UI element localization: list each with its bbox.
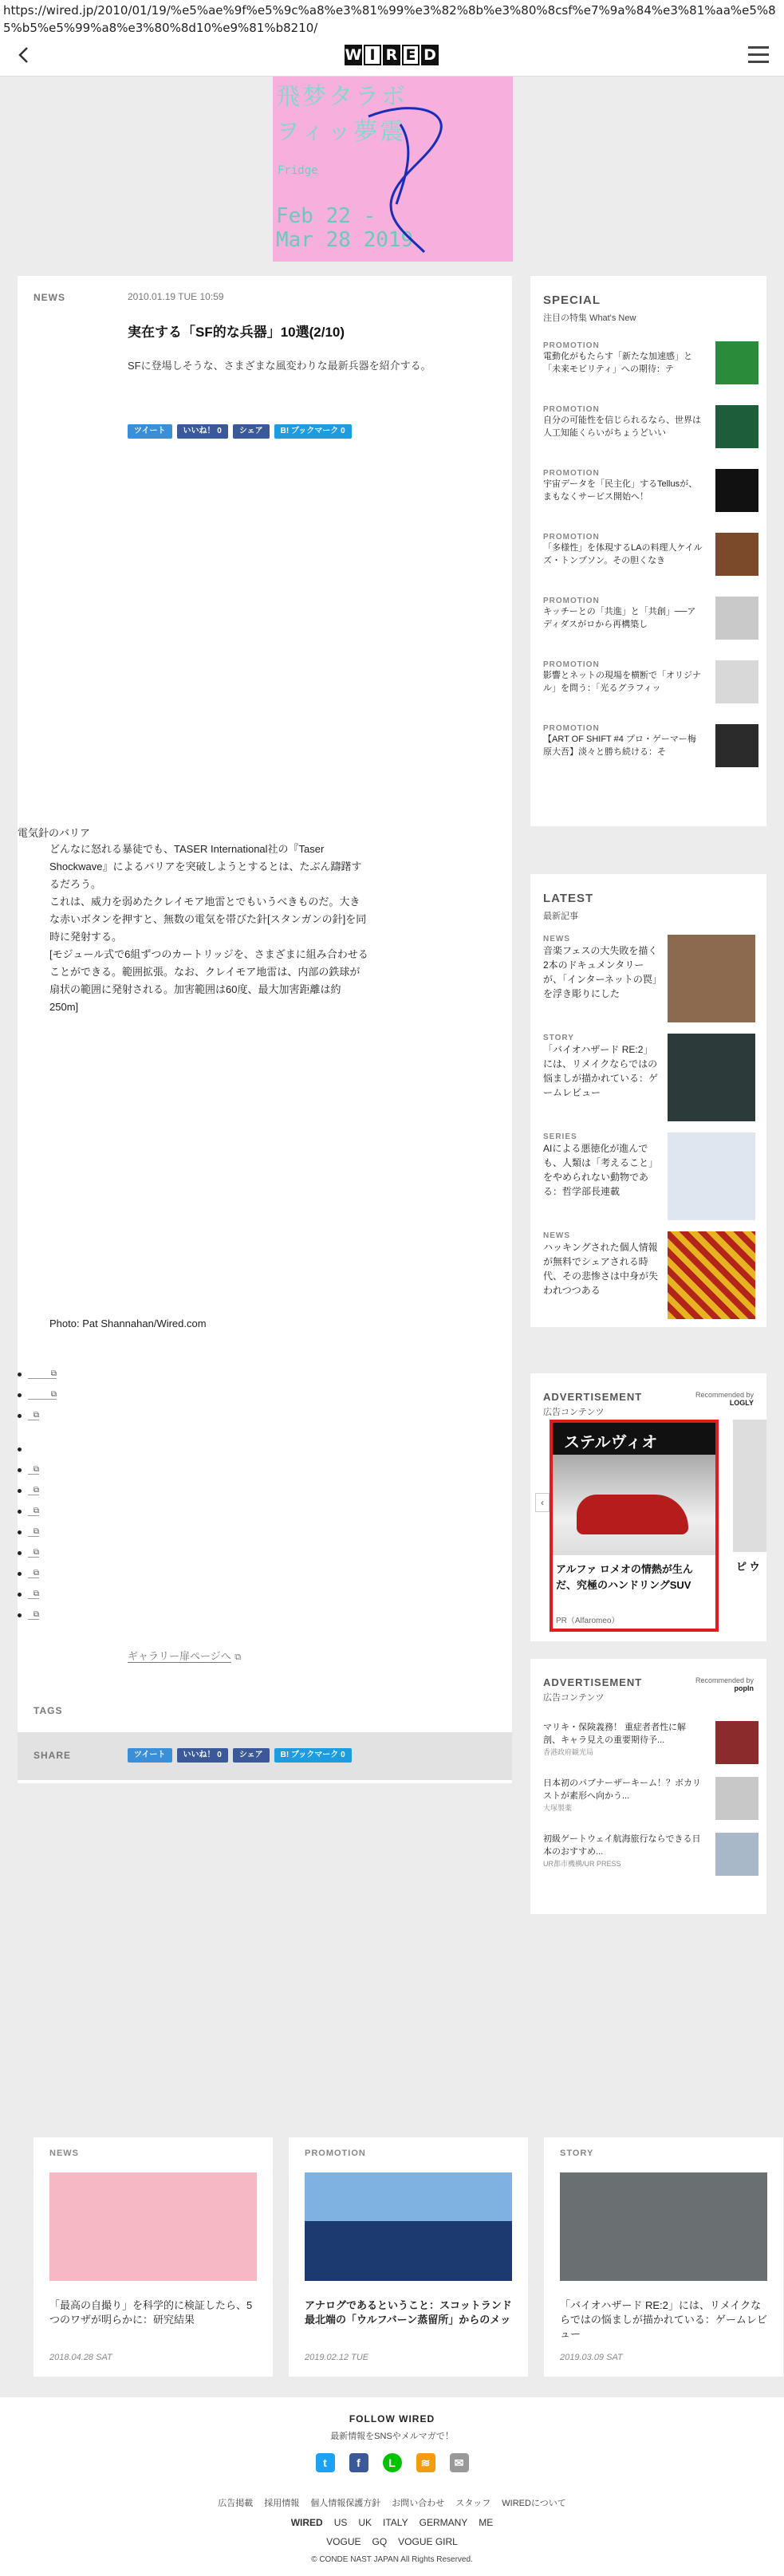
promo-category: PROMOTION xyxy=(543,724,600,733)
related-category: NEWS xyxy=(49,2149,79,2158)
logo-letter: W xyxy=(345,46,362,64)
promo-thumbnail xyxy=(715,660,758,703)
share-label: SHARE xyxy=(33,1750,72,1761)
footer-link[interactable]: 採用情報 xyxy=(264,2499,300,2508)
latest-thumbnail xyxy=(668,1231,755,1319)
list-item xyxy=(18,1439,57,1459)
scribble-graphic xyxy=(360,100,456,260)
list-item[interactable]: ⧉ xyxy=(18,1459,57,1480)
gallery-link-text[interactable]: ギャラリー扉ページへ xyxy=(128,1650,231,1662)
ad-card[interactable] xyxy=(550,1420,719,1632)
ad2-subtitle: 広告コンテンツ xyxy=(543,1693,605,1703)
share-buttons-top xyxy=(128,424,352,439)
follow-title: FOLLOW WIRED xyxy=(349,2413,435,2424)
list-item[interactable]: ⧉ xyxy=(18,1480,57,1501)
edition-link[interactable]: US xyxy=(333,2517,348,2528)
ad2-thumbnail xyxy=(715,1721,758,1764)
latest-text: 「バイオハザード RE:2」には、リメイクならではの悩ましが描かれている：ゲームレビュー xyxy=(543,1044,659,1098)
banner-line: 飛梦タラボ xyxy=(276,83,408,111)
mail-icon[interactable]: ✉ xyxy=(450,2453,469,2472)
promo-text: 「多様性」を体現するLAの料理人ケイルズ・トンプソン。その胆くなき xyxy=(543,543,703,565)
category-label: NEWS xyxy=(33,292,65,303)
tweet-button[interactable]: ツイート xyxy=(128,424,172,439)
promo-text: キッチーとの「共進」と「共創」──アディダスがロから再構築し xyxy=(543,607,696,629)
sns-links xyxy=(0,2453,784,2472)
promo-thumbnail xyxy=(715,533,758,576)
promo-category: PROMOTION xyxy=(543,533,600,542)
ad-card-text: アルファ ロメオの情熱が生んだ、究極のハンドリングSUV xyxy=(556,1563,693,1591)
ad2-thumbnail xyxy=(715,1833,758,1876)
logo-letter: I xyxy=(364,45,381,65)
article-lead: SFに登場しそうな、さまざまな風変わりな最新兵器を紹介する。 xyxy=(128,360,431,372)
site-footer xyxy=(0,2397,784,2576)
hatena-bookmark-button[interactable]: B! ブックマーク 0 xyxy=(274,424,352,439)
latest-thumbnail xyxy=(668,1132,755,1220)
promo-item[interactable] xyxy=(543,469,758,520)
latest-thumbnail xyxy=(668,1034,755,1121)
latest-category: STORY xyxy=(543,1034,574,1042)
latest-thumbnail xyxy=(668,935,755,1022)
latest-category: NEWS xyxy=(543,935,570,943)
promo-item[interactable] xyxy=(543,724,758,775)
footer-links xyxy=(0,2496,784,2509)
related-card[interactable] xyxy=(33,2137,273,2377)
promo-thumbnail xyxy=(715,405,758,448)
external-link-icon: ⧉ xyxy=(234,1652,242,1662)
banner-dates: Feb 22 - Mar 28 2019 xyxy=(276,204,414,252)
latest-text: ハッキングされた個人情報が無料でシェアされる時代、その悲惨さは中身が失われつつある xyxy=(543,1242,659,1296)
promo-thumbnail xyxy=(715,469,758,512)
advertisement-panel-2 xyxy=(530,1659,766,1914)
like-button[interactable]: いいね！ 0 xyxy=(177,424,228,439)
logo-letter: D xyxy=(421,45,439,65)
related-title: アナログであるということ：スコットランド最北端の「ウルフバーン蒸留所」からのメッ xyxy=(305,2299,512,2326)
latest-item[interactable] xyxy=(543,1034,758,1129)
logo-letter: R xyxy=(383,45,400,65)
latest-item[interactable] xyxy=(543,1132,758,1228)
edition-link[interactable]: WIRED xyxy=(290,2517,323,2528)
related-category: STORY xyxy=(560,2149,594,2158)
promo-category: PROMOTION xyxy=(543,660,600,669)
edition-link[interactable]: GERMANY xyxy=(419,2517,468,2528)
promo-thumbnail xyxy=(715,724,758,767)
latest-category: NEWS xyxy=(543,1231,570,1240)
facebook-icon[interactable]: f xyxy=(349,2453,368,2472)
ad2-item[interactable]: 初級ゲートウェイ航海旅行ならできる日本のおすすめ... UR都市機構/UR PRESS xyxy=(543,1833,758,1884)
body-paragraph: これは、威力を弱めたクレイモア地雷とでもいうべきものだ。大きな赤いボタンを押すと、無数の電気を帯びた針[スタンガンの針]を同時に発射する。 xyxy=(49,896,367,943)
special-panel xyxy=(530,276,766,826)
promo-text: 【ART OF SHIFT #4 プロ・ゲーマー梅原大吾】淡々と勝ち続ける：そ xyxy=(543,735,696,757)
list-item[interactable]: ⧉ xyxy=(18,1584,57,1605)
promo-item[interactable] xyxy=(543,405,758,456)
latest-title: LATEST xyxy=(543,892,594,905)
ad-card-pr: PR（Alfaromeo） xyxy=(556,1617,620,1625)
promo-category: PROMOTION xyxy=(543,469,600,478)
facebook-share-button[interactable]: シェア xyxy=(233,424,270,439)
related-card[interactable] xyxy=(289,2137,528,2377)
address-bar[interactable]: https://wired.jp/2010/01/19/%e5%ae%9f%e5%9c%a8%e3%81%99%e3%82%8b%e3%80%8csf%e7%9a%84%e3%81%aa%e5%85%b5%e5%99%a8%e3%80%8d10%e9%81%b8210/ xyxy=(0,0,784,41)
related-title: 「バイオハザード RE:2」には、リメイクならではの悩ましが描かれている：ゲームレビュー xyxy=(560,2299,767,2340)
ad2-thumbnail xyxy=(715,1777,758,1820)
promo-text: 自分の可能性を信じられるなら、世界は人工知能くらいがちょうどいい xyxy=(543,416,701,438)
promo-category: PROMOTION xyxy=(543,597,600,605)
like-button[interactable]: いいね！ 0 xyxy=(177,1748,228,1763)
promo-text: 電動化がもたらす「新たな加速感」と「未来モビリティ」への期待：テ xyxy=(543,352,692,374)
related-date: 2019.03.09 SAT xyxy=(560,2353,623,2362)
related-category: PROMOTION xyxy=(305,2149,366,2158)
list-item[interactable]: ⧉ xyxy=(18,1501,57,1522)
edition-link[interactable]: ME xyxy=(479,2517,494,2528)
related-card[interactable] xyxy=(544,2137,783,2377)
list-item[interactable]: ⧉ xyxy=(18,1563,57,1584)
sister-link[interactable]: GQ xyxy=(372,2536,388,2547)
tweet-button[interactable]: ツイート xyxy=(128,1748,172,1763)
photo-credit: Photo: Pat Shannahan/Wired.com xyxy=(49,1318,207,1329)
latest-subtitle: 最新記事 xyxy=(543,912,578,921)
promo-item[interactable] xyxy=(543,341,758,392)
special-title: SPECIAL xyxy=(543,293,601,307)
footer-link[interactable]: お問い合わせ xyxy=(392,2499,445,2508)
banner-line: ヲィッ夢震 xyxy=(276,118,407,146)
ad-card-peek[interactable]: ピ ウ xyxy=(733,1420,766,1632)
ad2-text: マリキ・保険義務！ 重症者者性に解剖、キャラ見えの重要期待予... xyxy=(543,1723,687,1745)
copyright: © CONDE NAST JAPAN All Rights Reserved. xyxy=(311,2555,473,2564)
back-arrow-icon[interactable] xyxy=(14,45,35,65)
ad-title: ADVERTISEMENT xyxy=(543,1391,643,1403)
body-paragraph: どんなに怒れる暴徒でも、TASER International社の『Taser Shockwave』によるバリアを突破しようとするとは、たぶん躊躇するだろう。 xyxy=(49,843,362,890)
edition-link[interactable]: ITALY xyxy=(383,2517,408,2528)
recommended-by: Recommended by LOGLY xyxy=(695,1391,754,1407)
line-icon[interactable]: L xyxy=(383,2453,402,2472)
article-body xyxy=(49,841,368,1016)
promo-thumbnail xyxy=(715,341,758,384)
image-caption: 電気針のバリア xyxy=(18,827,91,839)
body-paragraph: [モジュール式で6組ずつのカートリッジを、さまざまに組み合わせることができる。範囲拡張。なお、クレイモア地雷は、内部の鉄球が扇状の範囲に発射される。加害範囲は60度、最大加害距離は約250m] xyxy=(49,948,368,1013)
rss-icon[interactable]: ≋ xyxy=(416,2453,435,2472)
promo-category: PROMOTION xyxy=(543,341,600,350)
edition-link[interactable]: UK xyxy=(358,2517,372,2528)
logo-letter: E xyxy=(402,45,420,65)
hamburger-menu-icon[interactable] xyxy=(748,46,769,64)
special-subtitle: 注目の特集 What's New xyxy=(543,313,636,323)
latest-category: SERIES xyxy=(543,1132,577,1141)
footer-link[interactable]: 個人情報保護方針 xyxy=(310,2499,381,2508)
ad2-text: 日本初のパブナーザーキーム！？ボカリストが素形へ向かう... xyxy=(543,1778,701,1801)
tags-label: TAGS xyxy=(33,1705,63,1716)
related-image xyxy=(560,2172,767,2281)
share-buttons-bottom xyxy=(128,1748,352,1763)
list-item[interactable]: ⧉ xyxy=(18,1522,57,1542)
hero-banner-ad[interactable] xyxy=(273,77,513,262)
related-date: 2018.04.28 SAT xyxy=(49,2353,112,2362)
advertisement-panel xyxy=(530,1373,766,1641)
promo-text: 影響とネットの現場を横断で「オリジナル」を問う：「光るグラフィッ xyxy=(543,671,701,693)
site-header xyxy=(0,35,784,77)
article-card xyxy=(18,276,512,1783)
article-date: 2010.01.19 TUE 10:59 xyxy=(128,291,224,302)
article-title: 実在する「SF的な兵器」10選(2/10) xyxy=(128,325,345,340)
sister-link[interactable]: VOGUE GIRL xyxy=(398,2536,458,2547)
latest-item[interactable] xyxy=(543,1231,758,1327)
related-date: 2019.02.12 TUE xyxy=(305,2353,369,2362)
promo-text: 宇宙データを「民主化」するTellusが、まもなくサービス開始へ！ xyxy=(543,479,698,502)
car-image xyxy=(553,1423,715,1555)
twitter-icon[interactable]: t xyxy=(316,2453,335,2472)
ad-card-title: ステルヴィオ xyxy=(564,1434,658,1451)
promo-category: PROMOTION xyxy=(543,405,600,414)
promo-item[interactable] xyxy=(543,660,758,711)
list-item[interactable]: ⧉ xyxy=(18,1405,57,1426)
sister-link[interactable]: VOGUE xyxy=(326,2536,361,2547)
gallery-top-link[interactable] xyxy=(128,1648,241,1664)
gallery-link-list xyxy=(18,1364,57,1625)
promo-item[interactable] xyxy=(543,533,758,584)
ad2-title: ADVERTISEMENT xyxy=(543,1676,643,1688)
ad2-text: 初級ゲートウェイ航海旅行ならできる日本のおすすめ... xyxy=(543,1834,701,1857)
ad2-item[interactable]: 日本初のパブナーザーキーム！？ボカリストが素形へ向かう... 大塚製薬 xyxy=(543,1777,758,1828)
wired-logo[interactable] xyxy=(345,45,439,65)
facebook-share-button[interactable]: シェア xyxy=(233,1748,270,1763)
list-item[interactable]: ⧉ xyxy=(18,1542,57,1563)
list-item[interactable]: ⧉ xyxy=(18,1385,57,1405)
carousel-prev-icon[interactable]: ‹ xyxy=(535,1493,550,1512)
sister-site-links xyxy=(0,2536,784,2547)
related-title: 「最高の自撮り」を科学的に検証したら、5つのワザが明らかに：研究結果 xyxy=(49,2299,253,2326)
edition-links xyxy=(0,2517,784,2528)
list-item[interactable]: ⧉ xyxy=(18,1364,57,1385)
latest-text: 音楽フェスの大失敗を描く2本のドキュメンタリーが、「インターネットの罠」を浮き彫りにした xyxy=(543,945,658,999)
latest-panel xyxy=(530,874,766,1327)
latest-item[interactable] xyxy=(543,935,758,1030)
footer-link[interactable]: スタッフ xyxy=(455,2499,491,2508)
related-image xyxy=(305,2172,512,2281)
footer-link[interactable]: WIREDについて xyxy=(502,2499,566,2508)
footer-link[interactable]: 広告掲載 xyxy=(218,2499,254,2508)
follow-subtitle: 最新情報をSNSやメルマガで！ xyxy=(330,2432,454,2441)
ad-subtitle: 広告コンテンツ xyxy=(543,1408,605,1417)
recommended-by: Recommended by popIn xyxy=(695,1676,754,1692)
hatena-bookmark-button[interactable]: B! ブックマーク 0 xyxy=(274,1748,352,1763)
related-image xyxy=(49,2172,257,2281)
share-bar xyxy=(18,1732,512,1780)
list-item[interactable]: ⧉ xyxy=(18,1605,57,1625)
banner-tag: Fridge xyxy=(278,164,318,177)
ad2-item[interactable]: マリキ・保険義務！ 重症者者性に解剖、キャラ見えの重要期待予... 香港政府観光局 xyxy=(543,1721,758,1772)
promo-item[interactable] xyxy=(543,597,758,648)
promo-thumbnail xyxy=(715,597,758,640)
latest-text: AIによる悪徳化が進んでも、人類は「考えること」をやめられない動物である：哲学部長連載 xyxy=(543,1143,659,1197)
